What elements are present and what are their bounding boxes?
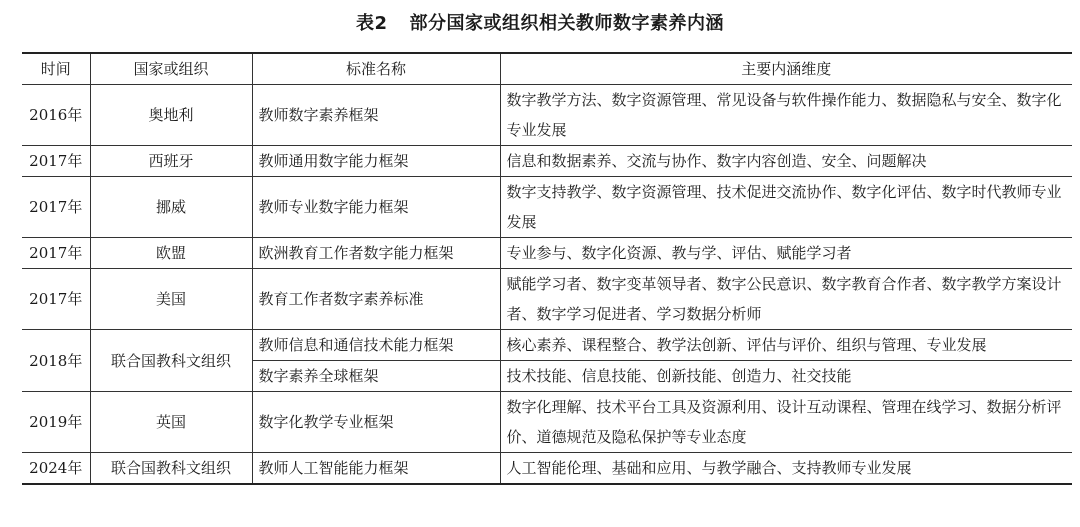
table-row [22, 238, 1072, 269]
header-row [22, 53, 1072, 85]
cell-time: 2017年 [22, 177, 90, 238]
table-title: 部分国家或组织相关教师数字素养内涵 [409, 13, 725, 34]
header-time: 时间 [22, 53, 90, 85]
cell-standard: 欧洲教育工作者数字能力框架 [252, 238, 500, 269]
cell-standard: 教育工作者数字素养标准 [252, 269, 500, 330]
cell-time: 2017年 [22, 146, 90, 177]
cell-dimensions: 数字支持教学、数字资源管理、技术促进交流协作、数字化评估、数字时代教师专业发展 [500, 177, 1072, 238]
cell-org: 联合国教科文组织 [90, 453, 252, 485]
cell-org: 欧盟 [90, 238, 252, 269]
table-row [22, 269, 1072, 330]
cell-dimensions: 技术技能、信息技能、创新技能、创造力、社交技能 [500, 361, 1072, 392]
cell-dimensions: 专业参与、数字化资源、教与学、评估、赋能学习者 [500, 238, 1072, 269]
table-number: 表2 [355, 13, 388, 34]
cell-time: 2019年 [22, 392, 90, 453]
cell-dimensions: 核心素养、课程整合、教学法创新、评估与评价、组织与管理、专业发展 [500, 330, 1072, 361]
table-row [22, 330, 1072, 361]
cell-dimensions: 赋能学习者、数字变革领导者、数字公民意识、数字教育合作者、数字教学方案设计者、数字学习促进者、学习数据分析师 [500, 269, 1072, 330]
table-row [22, 392, 1072, 453]
cell-standard: 教师通用数字能力框架 [252, 146, 500, 177]
cell-org: 奥地利 [90, 85, 252, 146]
header-org: 国家或组织 [90, 53, 252, 85]
table-row [22, 453, 1072, 485]
cell-dimensions: 数字教学方法、数字资源管理、常见设备与软件操作能力、数据隐私与安全、数字化专业发展 [500, 85, 1072, 146]
cell-time: 2016年 [22, 85, 90, 146]
cell-org: 美国 [90, 269, 252, 330]
cell-time: 2018年 [22, 330, 90, 392]
cell-time: 2017年 [22, 238, 90, 269]
cell-time: 2017年 [22, 269, 90, 330]
cell-standard: 数字化教学专业框架 [252, 392, 500, 453]
cell-time: 2024年 [22, 453, 90, 485]
table-row [22, 85, 1072, 146]
cell-dimensions: 信息和数据素养、交流与协作、数字内容创造、安全、问题解决 [500, 146, 1072, 177]
table-row [22, 177, 1072, 238]
cell-standard: 教师信息和通信技术能力框架 [252, 330, 500, 361]
cell-standard: 教师数字素养框架 [252, 85, 500, 146]
header-standard: 标准名称 [252, 53, 500, 85]
cell-org: 西班牙 [90, 146, 252, 177]
cell-standard: 数字素养全球框架 [252, 361, 500, 392]
cell-dimensions: 人工智能伦理、基础和应用、与教学融合、支持教师专业发展 [500, 453, 1072, 485]
cell-standard: 教师人工智能能力框架 [252, 453, 500, 485]
table-row [22, 146, 1072, 177]
cell-org: 挪威 [90, 177, 252, 238]
cell-dimensions: 数字化理解、技术平台工具及资源利用、设计互动课程、管理在线学习、数据分析评价、道德规范及隐私保护等专业态度 [500, 392, 1072, 453]
cell-standard: 教师专业数字能力框架 [252, 177, 500, 238]
cell-org: 联合国教科文组织 [90, 330, 252, 392]
header-dimensions: 主要内涵维度 [500, 53, 1072, 85]
table-caption [0, 12, 1080, 36]
cell-org: 英国 [90, 392, 252, 453]
digital-literacy-table [22, 52, 1072, 485]
